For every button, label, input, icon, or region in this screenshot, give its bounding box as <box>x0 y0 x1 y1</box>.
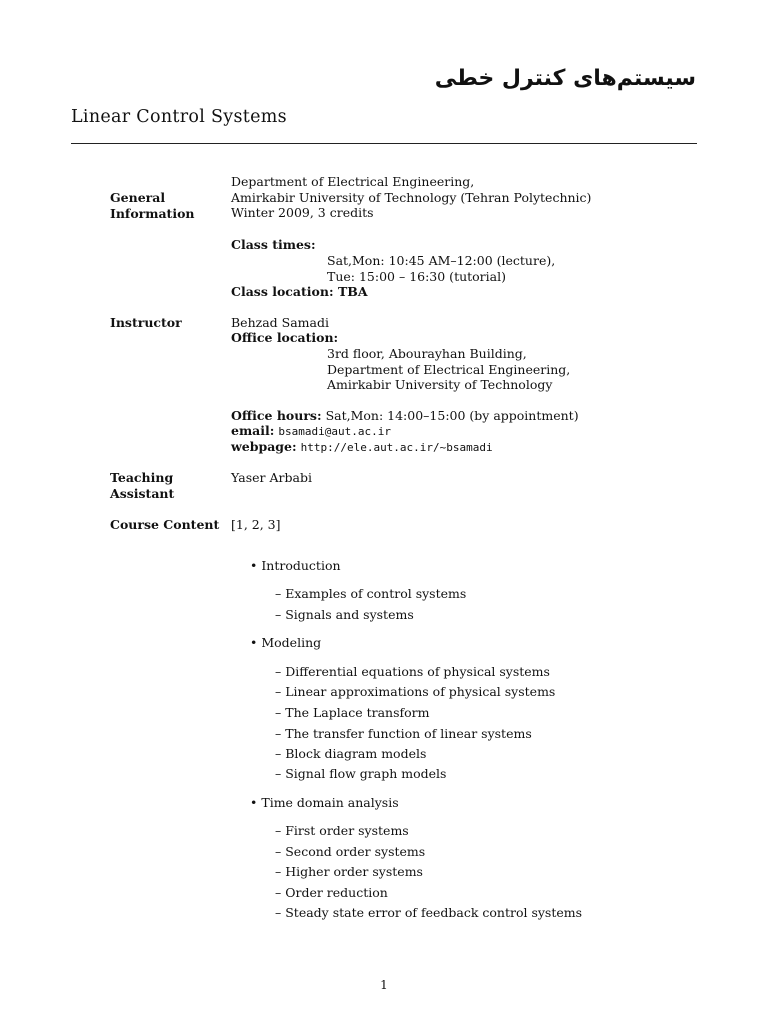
subtopic-label: Signals and systems <box>285 607 414 622</box>
office-location-line1: 3rd floor, Abourayhan Building, <box>327 346 527 361</box>
subtopic-label: The transfer function of linear systems <box>285 726 532 741</box>
class-times <box>327 253 555 284</box>
class-location-label: Class location: <box>231 284 334 299</box>
subtopic-label: Signal flow graph models <box>285 766 447 781</box>
subtopic-item <box>275 885 388 900</box>
office-hours-label: Office hours: <box>231 408 322 423</box>
course-content-label: Course Content <box>110 517 220 532</box>
topic-introduction <box>250 558 341 573</box>
subtopic-label: Second order systems <box>285 844 426 859</box>
subtopic-label: Higher order systems <box>285 864 423 879</box>
webpage-link[interactable]: http://ele.aut.ac.ir/~bsamadi <box>300 441 493 454</box>
webpage-label: webpage: <box>231 439 297 454</box>
subtopic-label: The Laplace transform <box>285 705 430 720</box>
topic-time-domain <box>250 795 399 810</box>
university-line: Amirkabir University of Technology (Tehran Polytechnic) <box>231 189 592 205</box>
class-time-lecture: Sat,Mon: 10:45 AM–12:00 (lecture), <box>327 253 556 268</box>
title-rule <box>71 143 697 144</box>
class-times-label: Class times: <box>231 237 316 252</box>
subtopic-label: Steady state error of feedback control systems <box>285 905 583 920</box>
ta-label <box>110 470 174 502</box>
instructor-name: Behzad Samadi <box>231 315 329 330</box>
subtopic-label: Order reduction <box>285 885 388 900</box>
dash-icon: – <box>275 684 282 699</box>
page-number: 1 <box>380 978 388 992</box>
general-info-text <box>231 174 591 221</box>
dash-icon: – <box>275 823 282 838</box>
subtopic-label: Block diagram models <box>285 746 427 761</box>
topic-title: Modeling <box>261 635 322 650</box>
bullet-icon: • <box>250 635 258 650</box>
subtopic-item <box>275 766 446 781</box>
subtopic-label: Differential equations of physical systems <box>285 664 550 679</box>
subtopic-item <box>275 905 582 920</box>
class-location-value: TBA <box>337 284 368 299</box>
ta-label-line1: Teaching <box>110 470 174 485</box>
subtopic-label: Linear approximations of physical systems <box>285 684 556 699</box>
office-hours <box>231 408 579 424</box>
subtopic-item <box>275 705 429 720</box>
dash-icon: – <box>275 864 282 879</box>
general-info-label <box>110 190 195 222</box>
persian-title: سیستم‌های کنترل خطی <box>434 66 696 91</box>
class-time-tutorial: Tue: 15:00 – 16:30 (tutorial) <box>327 268 506 284</box>
subtopic-item <box>275 844 425 859</box>
email-link[interactable]: bsamadi@aut.ac.ir <box>278 425 391 438</box>
office-location <box>327 346 570 393</box>
subtopic-item <box>275 726 532 741</box>
email-label: email: <box>231 423 275 438</box>
topic-title: Introduction <box>261 558 341 573</box>
subtopic-item <box>275 823 409 838</box>
instructor-label: Instructor <box>110 315 182 330</box>
dash-icon: – <box>275 885 282 900</box>
class-location <box>231 284 368 300</box>
subtopic-label: First order systems <box>285 823 409 838</box>
subtopic-item <box>275 664 550 679</box>
subtopic-label: Examples of control systems <box>285 586 467 601</box>
dash-icon: – <box>275 746 282 761</box>
dash-icon: – <box>275 766 282 781</box>
subtopic-item <box>275 684 555 699</box>
dash-icon: – <box>275 726 282 741</box>
office-location-label: Office location: <box>231 330 339 345</box>
dash-icon: – <box>275 664 282 679</box>
term-line: Winter 2009, 3 credits <box>231 205 374 220</box>
topic-title: Time domain analysis <box>261 795 399 810</box>
webpage-row <box>231 439 493 456</box>
course-refs: [1, 2, 3] <box>231 517 281 532</box>
general-label-line1: General <box>110 190 166 205</box>
topic-modeling <box>250 635 321 650</box>
subtopic-item <box>275 586 466 601</box>
subtopic-item <box>275 607 414 622</box>
dash-icon: – <box>275 705 282 720</box>
dash-icon: – <box>275 905 282 920</box>
document-title: Linear Control Systems <box>71 107 287 127</box>
bullet-icon: • <box>250 795 258 810</box>
email-row <box>231 423 391 440</box>
dash-icon: – <box>275 607 282 622</box>
bullet-icon: • <box>250 558 258 573</box>
subtopic-item <box>275 746 426 761</box>
office-hours-value: Sat,Mon: 14:00–15:00 (by appointment) <box>325 408 579 423</box>
ta-label-line2: Assistant <box>110 486 175 501</box>
general-label-line2: Information <box>110 206 195 221</box>
office-location-line3: Amirkabir University of Technology <box>327 377 553 392</box>
dash-icon: – <box>275 586 282 601</box>
dash-icon: – <box>275 844 282 859</box>
ta-name: Yaser Arbabi <box>231 470 312 485</box>
subtopic-item <box>275 864 423 879</box>
office-location-line2: Department of Electrical Engineering, <box>327 361 571 377</box>
dept-line: Department of Electrical Engineering, <box>231 174 475 189</box>
